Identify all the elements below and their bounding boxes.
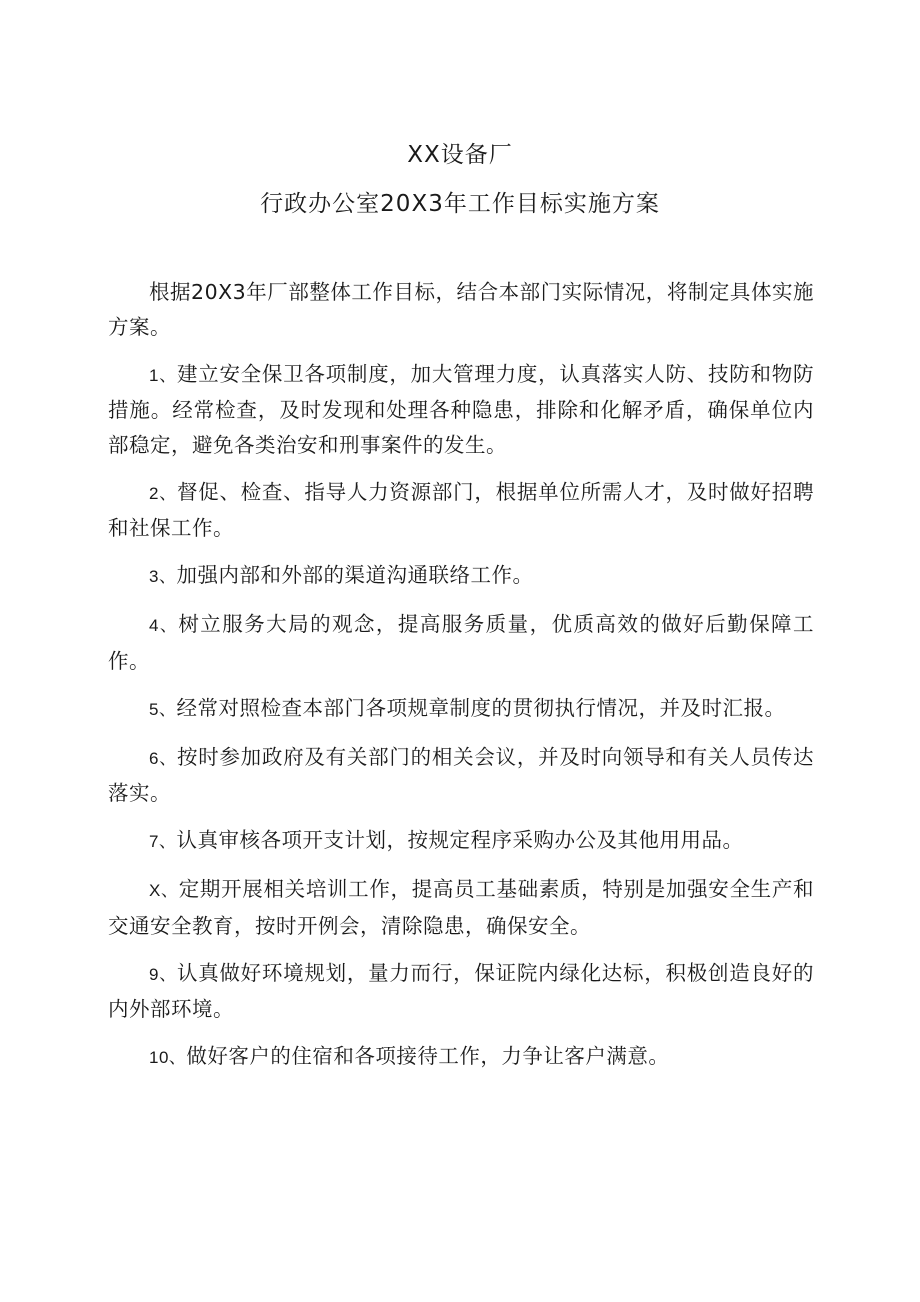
list-item — [108, 872, 814, 943]
item-marker: 9、 — [149, 964, 177, 984]
item-text: 建立安全保卫各项制度，加大管理力度，认真落实人防、技防和物防措施。经常检查，及时发现和处理各种隐患，排除和化解矛盾，确保单位内部稳定，避免各类治安和刑事案件的发生。 — [108, 361, 814, 457]
intro-paragraph: 根据20X3年厂部整体工作目标，结合本部门实际情况，将制定具体实施方案。 — [108, 280, 814, 339]
item-text: 认真做好环境规划，量力而行，保证院内绿化达标，积极创造良好的内外部环境。 — [108, 960, 814, 1021]
item-text: 按时参加政府及有关部门的相关会议，并及时向领导和有关人员传达落实。 — [108, 744, 814, 805]
list-item — [108, 691, 814, 728]
document-title-plan: 行政办公室20X3年工作目标实施方案 — [260, 191, 660, 217]
item-marker: 4、 — [149, 616, 179, 635]
item-text: 做好客户的住宿和各项接待工作，力争让客户满意。 — [186, 1044, 670, 1068]
list-item — [108, 607, 814, 678]
list-item — [108, 558, 814, 595]
item-marker: 10、 — [149, 1048, 187, 1067]
item-marker: 6、 — [149, 748, 177, 768]
item-text: 树立服务大局的观念，提高服务质量，优质高效的做好后勤保障工作。 — [108, 612, 814, 673]
list-item — [108, 823, 814, 860]
item-text: 经常对照检查本部门各项规章制度的贯彻执行情况，并及时汇报。 — [176, 695, 786, 720]
item-text: 定期开展相关培训工作，提高员工基础素质，特别是加强安全生产和交通安全教育，按时开例会，清除隐患，确保安全。 — [108, 877, 815, 938]
item-marker: 2、 — [149, 483, 177, 503]
list-item — [108, 475, 814, 546]
item-marker: 1、 — [149, 365, 177, 385]
item-marker: 5、 — [149, 699, 177, 719]
item-marker: X、 — [149, 881, 179, 900]
list-item — [108, 956, 814, 1027]
document-title-company: XX设备厂 — [407, 142, 513, 168]
document-body — [108, 275, 814, 1088]
item-text: 认真审核各项开支计划，按规定程序采购办公及其他用用品。 — [176, 828, 744, 852]
item-text: 加强内部和外部的渠道沟通联络工作。 — [176, 563, 534, 587]
item-marker: 7、 — [149, 832, 177, 851]
item-text: 督促、检查、指导人力资源部门，根据单位所需人才，及时做好招聘和社保工作。 — [108, 479, 814, 540]
list-item — [108, 740, 814, 811]
item-marker: 3、 — [149, 567, 177, 586]
list-item — [108, 1039, 814, 1076]
list-item — [108, 357, 814, 463]
